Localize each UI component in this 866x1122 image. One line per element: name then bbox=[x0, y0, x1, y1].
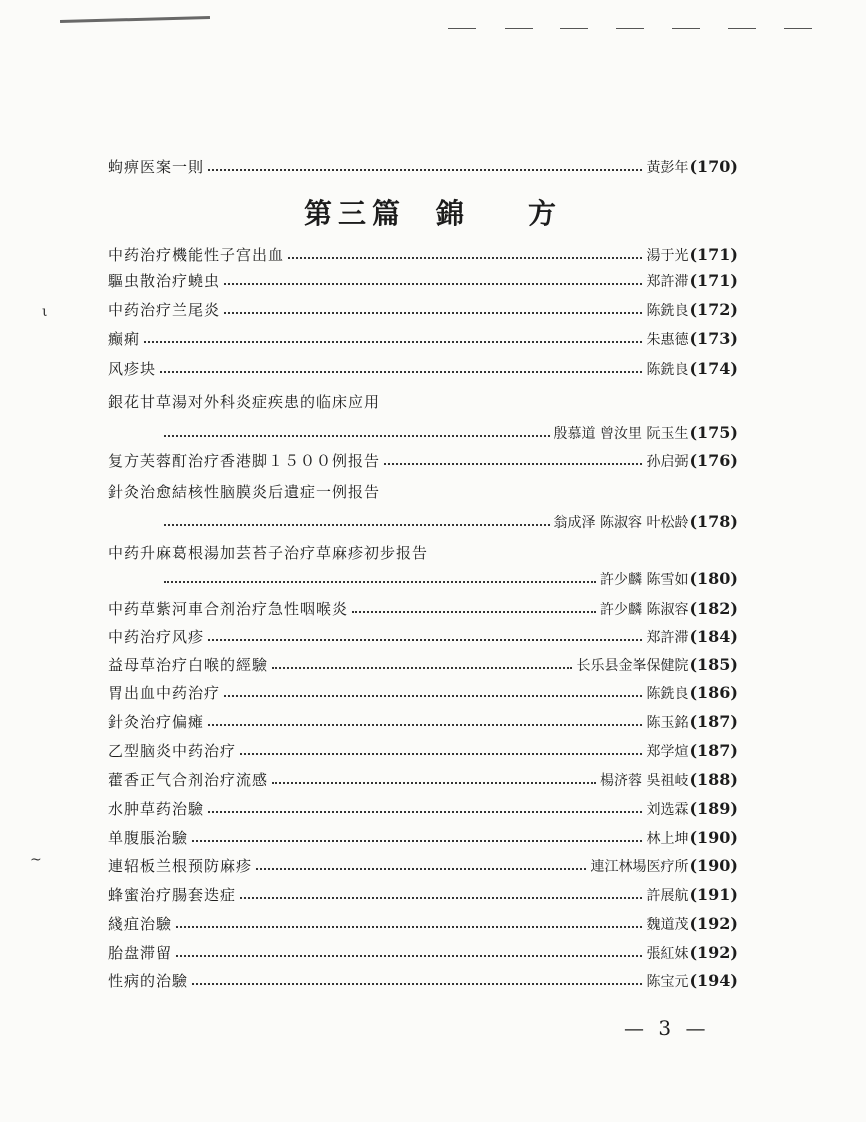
entry-title: 胎盘滞留 bbox=[108, 944, 173, 962]
entry-author: 連江林場医疗所 bbox=[590, 859, 689, 875]
leader-dots bbox=[352, 611, 596, 613]
leader-dots bbox=[224, 695, 642, 697]
entry-author: 翁成泽 陈淑容 叶松龄 bbox=[553, 515, 689, 531]
toc-entry bbox=[108, 709, 738, 735]
scan-artifact bbox=[60, 16, 210, 23]
leader-dots bbox=[224, 312, 642, 314]
toc-entry bbox=[108, 911, 738, 937]
toc-entry bbox=[108, 326, 738, 352]
entry-title: 驅虫散治疗蟯虫 bbox=[108, 272, 221, 290]
entry-title: 針灸治疗偏瘫 bbox=[108, 713, 205, 731]
entry-author: 郑学煊 bbox=[646, 744, 689, 760]
leader-dots bbox=[164, 581, 596, 583]
toc-entry bbox=[108, 940, 738, 966]
entry-page: (188) bbox=[689, 770, 738, 789]
toc-entry bbox=[108, 825, 738, 851]
scan-artifact bbox=[672, 28, 700, 29]
entry-title: 針灸治愈結核性脑膜炎后遺症一例报告 bbox=[108, 483, 381, 501]
entry-title: 癫痢 bbox=[108, 330, 141, 348]
toc-entry bbox=[108, 268, 738, 294]
entry-page: (170) bbox=[689, 157, 738, 176]
toc-entry bbox=[160, 509, 738, 535]
leader-dots bbox=[208, 169, 642, 171]
toc-entry-prev bbox=[108, 154, 738, 180]
entry-author: 陈銑良 bbox=[646, 303, 689, 319]
entry-author: 黃彭年 bbox=[646, 160, 689, 176]
entry-title: 蚼痹医案一則 bbox=[108, 158, 205, 176]
leader-dots bbox=[240, 753, 642, 755]
leader-dots bbox=[272, 667, 572, 669]
margin-mark: ι bbox=[42, 304, 48, 320]
scan-artifact bbox=[784, 28, 812, 29]
entry-page: (180) bbox=[689, 569, 738, 588]
entry-author: 林上坤 bbox=[646, 831, 689, 847]
section-heading bbox=[0, 192, 866, 232]
entry-page: (182) bbox=[689, 599, 738, 618]
entry-author: 长乐县金峯保健院 bbox=[576, 658, 689, 674]
leader-dots bbox=[272, 782, 596, 784]
entry-author: 許少麟 陈雪如 bbox=[600, 572, 689, 588]
scan-artifact bbox=[560, 28, 588, 29]
toc-entry bbox=[108, 652, 738, 678]
toc-entry bbox=[108, 297, 738, 323]
entry-title: 单腹脹治驗 bbox=[108, 829, 189, 847]
entry-page: (189) bbox=[689, 799, 738, 818]
entry-page: (192) bbox=[689, 943, 738, 962]
toc-entry bbox=[108, 356, 738, 382]
leader-dots bbox=[164, 435, 550, 437]
entry-page: (185) bbox=[689, 655, 738, 674]
entry-title: 蜂蜜治疗腸套迭症 bbox=[108, 886, 237, 904]
entry-page: (190) bbox=[689, 856, 738, 875]
toc-entry bbox=[108, 389, 738, 415]
entry-title: 中药治疗兰尾炎 bbox=[108, 301, 221, 319]
page-number: — 3 — bbox=[624, 1016, 710, 1040]
heading-part: 方 bbox=[528, 197, 563, 230]
entry-page: (176) bbox=[689, 451, 738, 470]
entry-author: 張紅妹 bbox=[646, 946, 689, 962]
leader-dots bbox=[144, 341, 642, 343]
entry-page: (186) bbox=[689, 683, 738, 702]
entry-page: (187) bbox=[689, 741, 738, 760]
entry-title: 中药治疗機能性子宫出血 bbox=[108, 246, 285, 264]
entry-author: 郑許滞 bbox=[646, 274, 689, 290]
entry-author: 孙启弼 bbox=[646, 454, 689, 470]
leader-dots bbox=[164, 524, 550, 526]
entry-page: (184) bbox=[689, 627, 738, 646]
toc-entry bbox=[108, 596, 738, 622]
leader-dots bbox=[192, 840, 642, 842]
toc-entry bbox=[108, 242, 738, 268]
scan-artifact bbox=[728, 28, 756, 29]
toc-entry bbox=[108, 540, 738, 566]
toc-entry bbox=[108, 479, 738, 505]
entry-page: (178) bbox=[689, 512, 738, 531]
entry-author: 陈宝元 bbox=[646, 974, 689, 990]
entry-title: 风疹块 bbox=[108, 360, 157, 378]
entry-title: 复方芙蓉酊治疗香港脚１５００例报告 bbox=[108, 452, 381, 470]
scan-artifact bbox=[448, 28, 476, 29]
entry-page: (172) bbox=[689, 300, 738, 319]
entry-page: (194) bbox=[689, 971, 738, 990]
entry-author: 楊济蓉 吳祖岐 bbox=[600, 773, 689, 789]
entry-page: (171) bbox=[689, 245, 738, 264]
heading-part: 第三篇 bbox=[303, 197, 406, 230]
toc-entry bbox=[108, 767, 738, 793]
scan-artifact bbox=[505, 28, 533, 29]
leader-dots bbox=[192, 983, 642, 985]
entry-title: 中药升麻葛根湯加芸苔子治疗草麻疹初步报告 bbox=[108, 544, 429, 562]
entry-page: (175) bbox=[689, 423, 738, 442]
entry-page: (174) bbox=[689, 359, 738, 378]
leader-dots bbox=[224, 283, 642, 285]
margin-mark: ~ bbox=[30, 852, 42, 868]
entry-title: 銀花甘草湯对外科炎症疾患的临床应用 bbox=[108, 393, 381, 411]
leader-dots bbox=[176, 926, 642, 928]
entry-author: 許少麟 陈淑容 bbox=[600, 602, 689, 618]
heading-part: 錦 bbox=[435, 197, 470, 230]
entry-page: (191) bbox=[689, 885, 738, 904]
entry-author: 刘选霖 bbox=[646, 802, 689, 818]
entry-page: (192) bbox=[689, 914, 738, 933]
entry-title: 益母草治疗白喉的經驗 bbox=[108, 656, 269, 674]
leader-dots bbox=[256, 868, 586, 870]
toc-entry bbox=[108, 680, 738, 706]
toc-entry bbox=[108, 624, 738, 650]
entry-title: 連轺板兰根预防麻疹 bbox=[108, 857, 253, 875]
leader-dots bbox=[208, 811, 642, 813]
entry-title: 綫疽治驗 bbox=[108, 915, 173, 933]
leader-dots bbox=[208, 724, 642, 726]
entry-author: 朱惠德 bbox=[646, 332, 689, 348]
entry-page: (171) bbox=[689, 271, 738, 290]
scan-artifact bbox=[616, 28, 644, 29]
entry-title: 乙型脑炎中药治疗 bbox=[108, 742, 237, 760]
toc-entry bbox=[108, 738, 738, 764]
toc-entry bbox=[108, 882, 738, 908]
entry-title: 中药治疗风疹 bbox=[108, 628, 205, 646]
entry-page: (173) bbox=[689, 329, 738, 348]
entry-author: 陈玉銘 bbox=[646, 715, 689, 731]
toc-entry bbox=[108, 796, 738, 822]
entry-title: 胃出血中药治疗 bbox=[108, 684, 221, 702]
entry-title: 藿香正气合剂治疗流感 bbox=[108, 771, 269, 789]
entry-author: 陈銑良 bbox=[646, 362, 689, 378]
entry-page: (187) bbox=[689, 712, 738, 731]
entry-author: 許展航 bbox=[646, 888, 689, 904]
leader-dots bbox=[240, 897, 642, 899]
entry-author: 陈銑良 bbox=[646, 686, 689, 702]
toc-entry bbox=[108, 853, 738, 879]
entry-title: 中药草紫河車合剂治疗急性咽喉炎 bbox=[108, 600, 349, 618]
toc-entry bbox=[108, 968, 738, 994]
leader-dots bbox=[288, 257, 642, 259]
leader-dots bbox=[160, 371, 642, 373]
entry-author: 郑許滞 bbox=[646, 630, 689, 646]
leader-dots bbox=[384, 463, 642, 465]
entry-title: 性病的治驗 bbox=[108, 972, 189, 990]
entry-title: 水肿草药治驗 bbox=[108, 800, 205, 818]
entry-author: 殷慕道 曾汝里 阮玉生 bbox=[553, 426, 689, 442]
entry-author: 湯于光 bbox=[646, 248, 689, 264]
leader-dots bbox=[208, 639, 642, 641]
entry-page: (190) bbox=[689, 828, 738, 847]
toc-entry bbox=[160, 420, 738, 446]
leader-dots bbox=[176, 955, 642, 957]
toc-entry bbox=[160, 566, 738, 592]
toc-entry bbox=[108, 448, 738, 474]
entry-author: 魏道茂 bbox=[646, 917, 689, 933]
